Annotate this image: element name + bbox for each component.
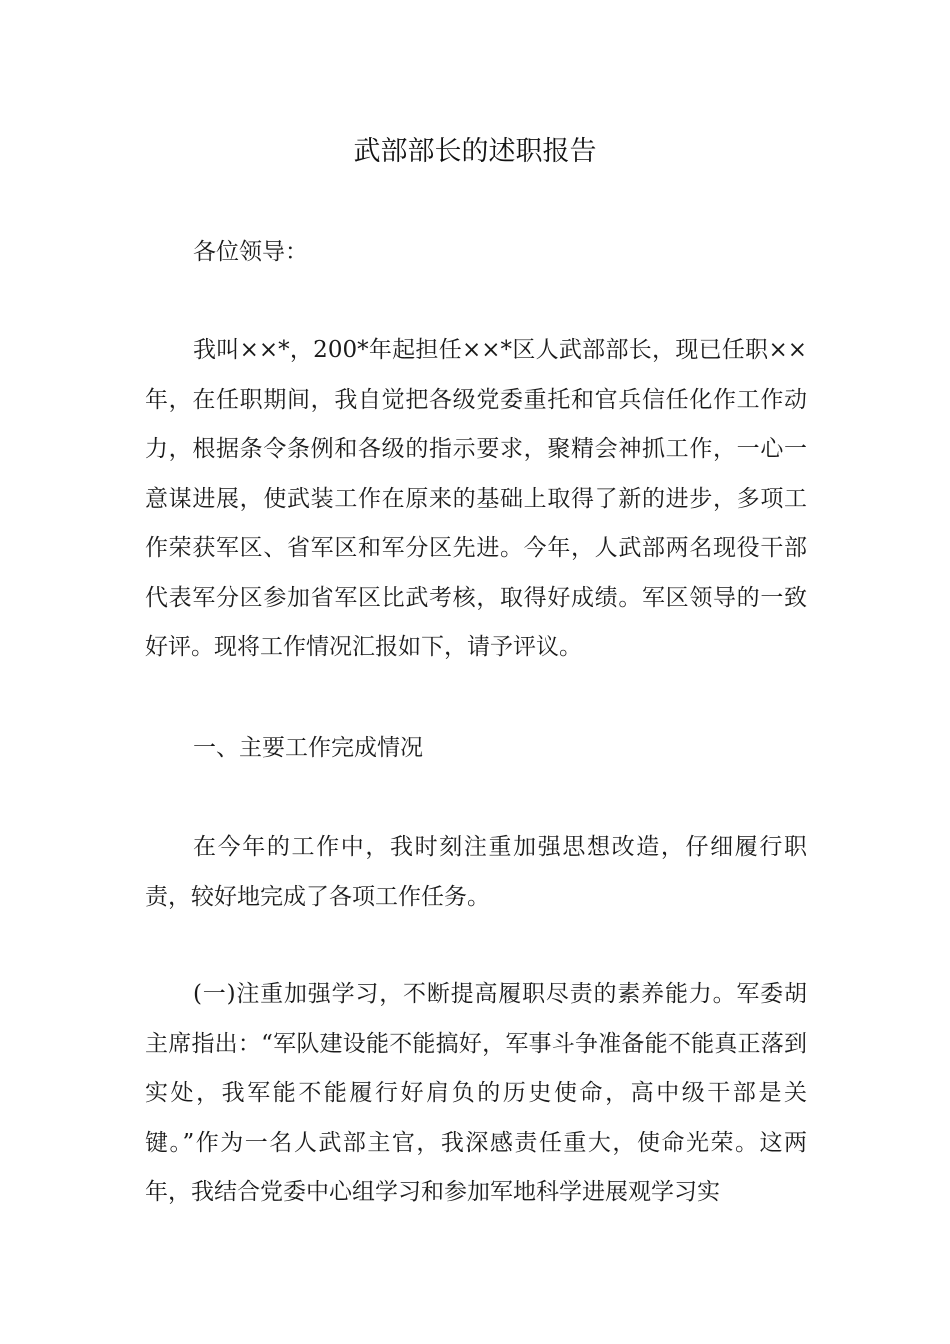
introduction-paragraph: 我叫××*，200*年起担任××*区人武部部长，现已任职××年，在任职期间，我自觉把各级党委重托和官兵信任化作工作动力，根据条令条例和各级的指示要求，聚精会神抓工作，一心一意谋进展，使武装工作在原来的基础上取得了新的进步，多项工作荣获军区、省军区和军分区先进。今年，人武部两名现役干部代表军分区参加省军区比武考核，取得好成绩。军区领导的一致好评。现将工作情况汇报如下，请予评议。 xyxy=(145,337,807,660)
study-paragraph: (一)注重加强学习，不断提高履职尽责的素养能力。军委胡主席指出：“军队建设能不能搞好，军事斗争准备能不能真正落到实处，我军能不能履行好肩负的历史使命，高中级干部是关键。”作为一名人武部主官，我深感责任重大，使命光荣。这两年，我结合党委中心组学习和参加军地科学进展观学习实 xyxy=(145,981,807,1205)
greeting-paragraph: 各位领导： xyxy=(193,239,308,265)
work-summary-paragraph: 在今年的工作中，我时刻注重加强思想改造，仔细履行职责，较好地完成了各项工作任务。 xyxy=(145,834,807,910)
section-heading: 一、主要工作完成情况 xyxy=(193,735,423,761)
document-title: 武部部长的述职报告 xyxy=(353,136,597,167)
